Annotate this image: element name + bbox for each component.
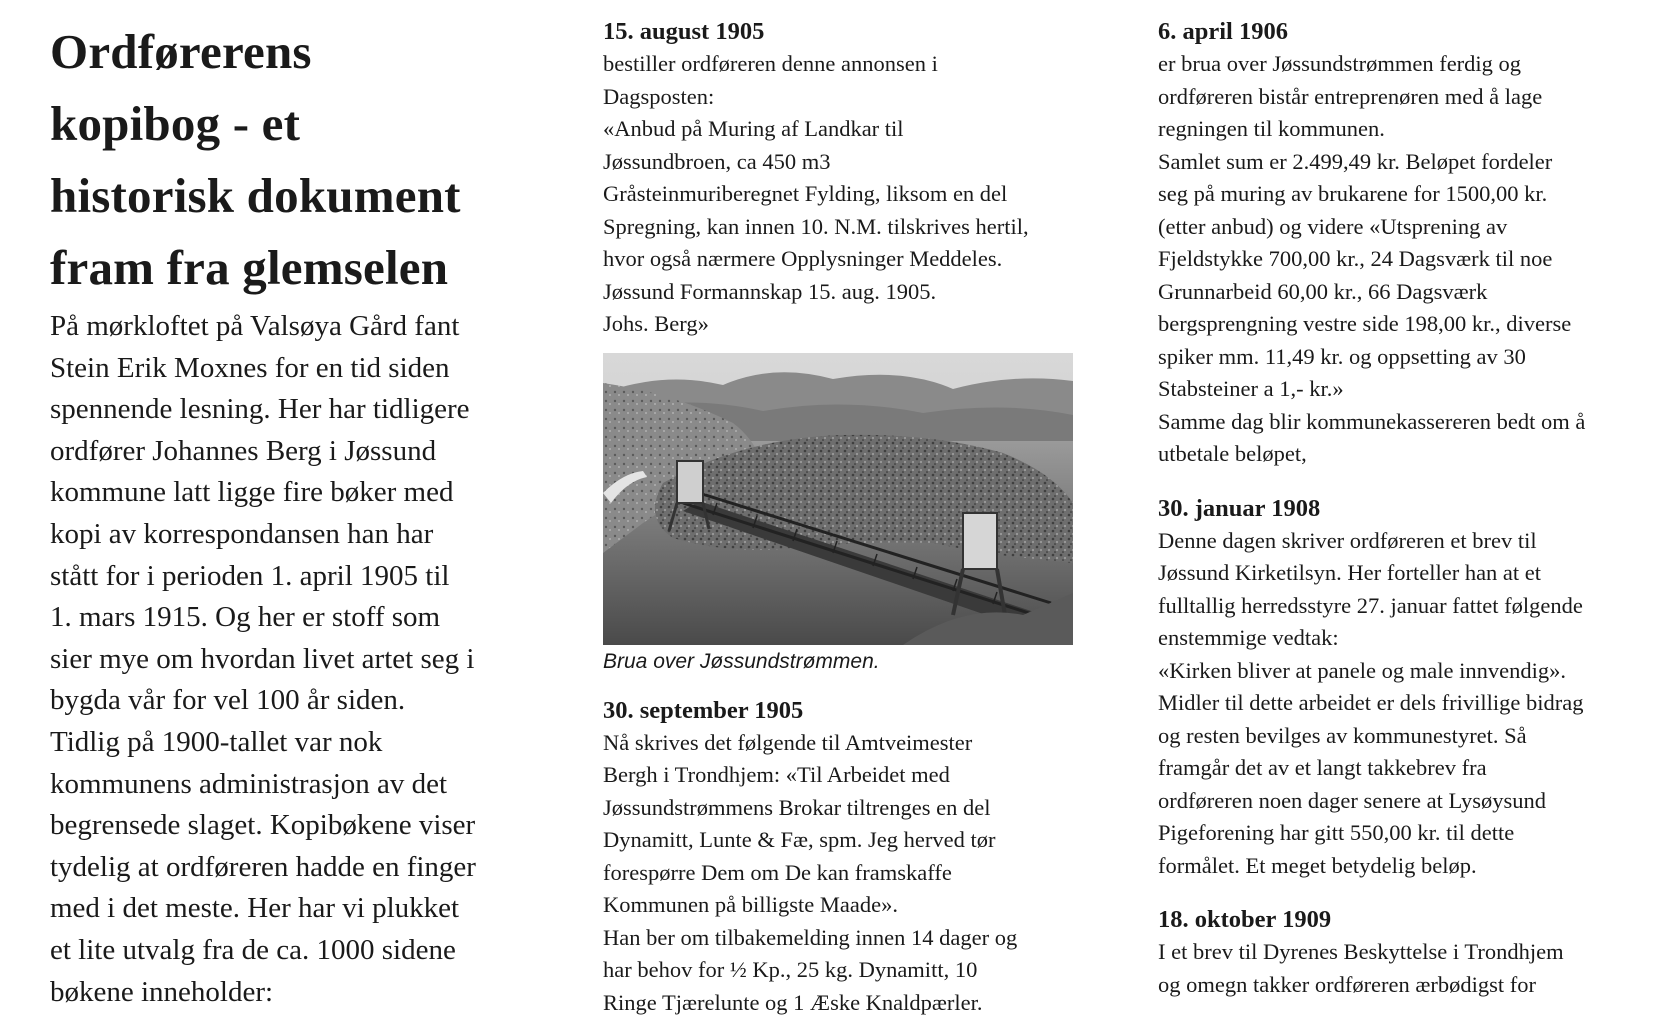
intro-line: bøkene inneholder:	[50, 972, 520, 1014]
entry-line: Johs. Berg»	[603, 308, 1093, 341]
intro-line: Stein Erik Moxnes for en tid siden	[50, 348, 520, 390]
entry-body	[603, 48, 1093, 341]
entry-line: hvor også nærmere Opplysninger Meddeles.	[603, 243, 1093, 276]
entry-line: og resten bevilges av kommunestyret. Så	[1158, 720, 1653, 753]
entry-line: Stabsteiner a 1,- kr.»	[1158, 373, 1653, 406]
intro-line: spennende lesning. Her har tidligere	[50, 389, 520, 431]
entry-body	[603, 727, 1093, 1019]
entry-line: utbetale beløpet,	[1158, 438, 1653, 471]
entry-line: bestiller ordføreren denne annonsen i	[603, 48, 1093, 81]
entry-line: Bergh i Trondhjem: «Til Arbeidet med	[603, 759, 1093, 792]
entry-line: I et brev til Dyrenes Beskyttelse i Trondhjem	[1158, 936, 1653, 969]
entry-line: spiker mm. 11,49 kr. og oppsetting av 30	[1158, 341, 1653, 374]
intro-line: 1. mars 1915. Og her er stoff som	[50, 597, 520, 639]
intro-line: tydelig at ordføreren hadde en finger	[50, 847, 520, 889]
entry-line: Han ber om tilbakemelding innen 14 dager og	[603, 922, 1093, 955]
entry-1909-10-18	[1158, 904, 1653, 1001]
intro-line: et lite utvalg fra de ca. 1000 sidene	[50, 930, 520, 972]
entry-line: Jøssundbroen, ca 450 m3	[603, 146, 1093, 179]
entry-date: 30. september 1905	[603, 695, 1093, 727]
entry-line: Grunnarbeid 60,00 kr., 66 Dagsværk	[1158, 276, 1653, 309]
entry-line: fulltallig herredsstyre 27. januar fattet følgende	[1158, 590, 1653, 623]
bridge-photo-icon	[603, 353, 1073, 645]
intro-line: begrensede slaget. Kopibøkene viser	[50, 805, 520, 847]
entry-1906-04-06	[1158, 16, 1653, 471]
entry-date: 6. april 1906	[1158, 16, 1653, 48]
entry-line: «Kirken bliver at panele og male innvendig».	[1158, 655, 1653, 688]
right-column	[1158, 0, 1653, 1001]
entry-line: Ringe Tjærelunte og 1 Æske Knaldpærler.	[603, 987, 1093, 1019]
entry-line: Dynamitt, Lunte & Fæ, spm. Jeg herved tør	[603, 824, 1093, 857]
entry-line: framgår det av et langt takkebrev fra	[1158, 752, 1653, 785]
entry-line: Jøssund Formannskap 15. aug. 1905.	[603, 276, 1093, 309]
title-line: Ordførerens	[50, 16, 520, 88]
entry-line: Spregning, kan innen 10. N.M. tilskrives hertil,	[603, 211, 1093, 244]
entry-line: er brua over Jøssundstrømmen ferdig og	[1158, 48, 1653, 81]
entry-line: Samlet sum er 2.499,49 kr. Beløpet fordeler	[1158, 146, 1653, 179]
entry-line: enstemmige vedtak:	[1158, 622, 1653, 655]
intro-text	[50, 306, 520, 1013]
photo-caption: Brua over Jøssundstrømmen.	[603, 649, 1093, 675]
entry-line: Jøssund Kirketilsyn. Her forteller han at et	[1158, 557, 1653, 590]
entry-line: bergsprengning vestre side 198,00 kr., diverse	[1158, 308, 1653, 341]
intro-line: kopi av korrespondansen han har	[50, 514, 520, 556]
entry-line: regningen til kommunen.	[1158, 113, 1653, 146]
entry-line: Jøssundstrømmens Brokar tiltrenges en del	[603, 792, 1093, 825]
intro-line: sier mye om hvordan livet artet seg i	[50, 639, 520, 681]
intro-line: stått for i perioden 1. april 1905 til	[50, 556, 520, 598]
intro-line: ordfører Johannes Berg i Jøssund	[50, 431, 520, 473]
entry-line: Midler til dette arbeidet er dels frivillige bidrag	[1158, 687, 1653, 720]
article-title	[50, 16, 520, 304]
entry-line: formålet. Et meget betydelig beløp.	[1158, 850, 1653, 883]
entry-line: (etter anbud) og videre «Utsprening av	[1158, 211, 1653, 244]
entry-line: Kommunen på billigste Maade».	[603, 889, 1093, 922]
entry-line: Dagsposten:	[603, 81, 1093, 114]
entry-date: 18. oktober 1909	[1158, 904, 1653, 936]
entry-line: har behov for ½ Kp., 25 kg. Dynamitt, 10	[603, 954, 1093, 987]
intro-line: kommune latt ligge fire bøker med	[50, 472, 520, 514]
title-line: fram fra glemselen	[50, 232, 520, 304]
intro-line: På mørkloftet på Valsøya Gård fant	[50, 306, 520, 348]
entry-line: Denne dagen skriver ordføreren et brev til	[1158, 525, 1653, 558]
entry-line: ordføreren noen dager senere at Lysøysund	[1158, 785, 1653, 818]
entry-date: 15. august 1905	[603, 16, 1093, 48]
intro-line: kommunens administrasjon av det	[50, 764, 520, 806]
left-column	[50, 0, 520, 1013]
entry-line: Samme dag blir kommunekassereren bedt om å	[1158, 406, 1653, 439]
intro-line: bygda vår for vel 100 år siden.	[50, 680, 520, 722]
entry-body	[1158, 936, 1653, 1001]
entry-line: seg på muring av brukarene for 1500,00 kr.	[1158, 178, 1653, 211]
intro-line: Tidlig på 1900-tallet var nok	[50, 722, 520, 764]
entry-date: 30. januar 1908	[1158, 493, 1653, 525]
entry-line: Nå skrives det følgende til Amtveimester	[603, 727, 1093, 760]
entry-1905-09-30	[603, 695, 1093, 1019]
title-line: historisk dokument	[50, 160, 520, 232]
entry-line: ordføreren bistår entreprenøren med å lage	[1158, 81, 1653, 114]
title-line: kopibog - et	[50, 88, 520, 160]
entry-1905-08-15	[603, 16, 1093, 341]
entry-line: Fjeldstykke 700,00 kr., 24 Dagsværk til noe	[1158, 243, 1653, 276]
entry-line: og omegn takker ordføreren ærbødigst for	[1158, 969, 1653, 1002]
bridge-photo	[603, 353, 1073, 645]
entry-body	[1158, 525, 1653, 883]
entry-line: forespørre Dem om De kan framskaffe	[603, 857, 1093, 890]
intro-line: med i det meste. Her har vi plukket	[50, 888, 520, 930]
entry-body	[1158, 48, 1653, 471]
middle-column	[603, 0, 1093, 1019]
entry-1908-01-30	[1158, 493, 1653, 883]
entry-line: «Anbud på Muring af Landkar til	[603, 113, 1093, 146]
entry-line: Pigeforening har gitt 550,00 kr. til dette	[1158, 817, 1653, 850]
entry-line: Gråsteinmuriberegnet Fylding, liksom en del	[603, 178, 1093, 211]
